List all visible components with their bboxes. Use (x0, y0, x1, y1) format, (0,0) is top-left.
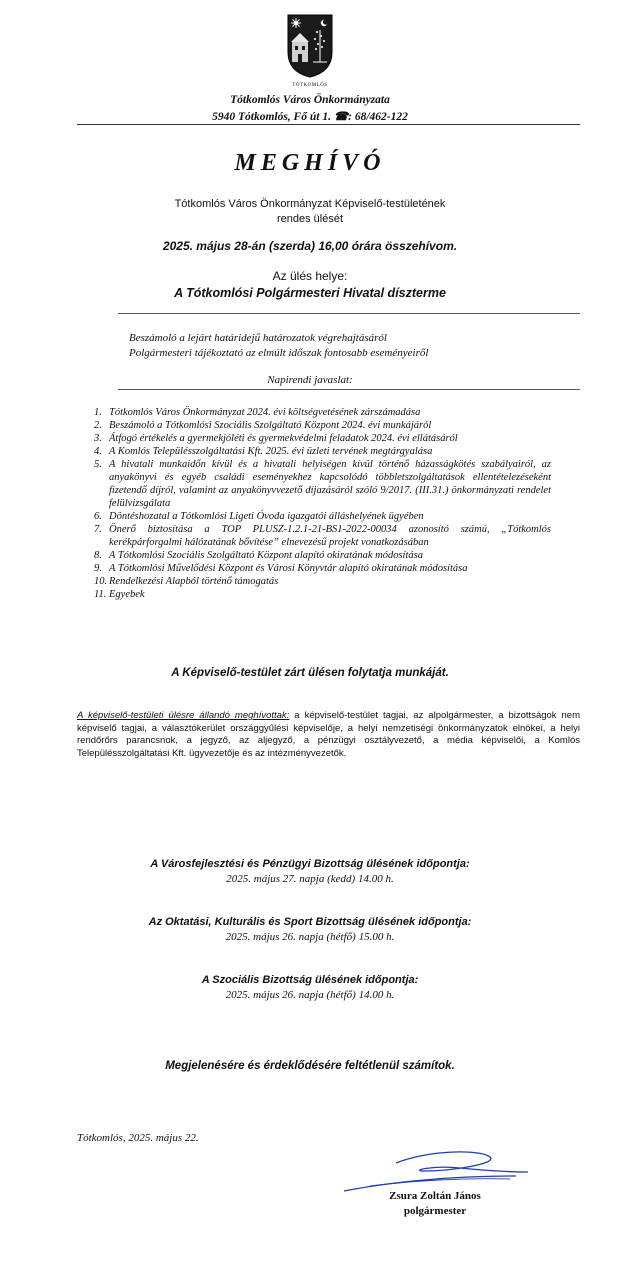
agenda-item-number: 11. (94, 589, 107, 600)
committee-meeting (0, 857, 620, 887)
agenda-list (94, 406, 551, 601)
agenda-item-text: Beszámoló a Tótkomlósi Szociális Szolgáltató Központ 2024. évi munkájáról (109, 420, 432, 431)
agenda-item-number: 2. (94, 420, 102, 431)
permanent-invitees (77, 710, 580, 760)
agenda-item-text: Tótkomlós Város Önkormányzat 2024. évi költségvetésének zárszámadása (109, 407, 421, 418)
agenda-item-text: A Komlós Településszolgáltatási Kft. 2025. évi üzleti tervének megtárgyalása (109, 446, 433, 457)
agenda-item (94, 406, 551, 419)
agenda-item (94, 575, 551, 588)
agenda-item-number: 1. (94, 407, 102, 418)
agenda-item-number: 9. (94, 563, 102, 574)
agenda-item (94, 458, 551, 510)
closing-sentence: Megjelenésére és érdeklődésére feltétlenül számítok. (165, 1060, 455, 1072)
agenda-item-text: Átfogó értékelés a gyermekjóléti és gyermekvédelmi feladatok 2024. évi ellátásáról (109, 433, 458, 444)
intro-line-1: Tótkomlós Város Önkormányzat Képviselő-testületének (174, 198, 446, 210)
agenda-item-number: 4. (94, 446, 102, 457)
place-and-date: Tótkomlós, 2025. május 22. (77, 1132, 199, 1144)
venue-divider (118, 313, 580, 314)
meeting-date: 2025. május 28-án (szerda) 16,00 órára összehívom. (162, 239, 458, 253)
organization-address (0, 109, 620, 123)
agenda-item-number: 6. (94, 511, 102, 522)
committee-heading: A Szociális Bizottság ülésének időpontja: (201, 974, 419, 986)
committee-meeting (0, 973, 620, 1003)
telephone-icon: ☎: (333, 111, 352, 123)
committee-date: 2025. május 26. napja (hétfő) 14.00 h. (225, 989, 395, 1001)
document-title: MEGHÍVÓ (234, 150, 386, 176)
committee-heading: Az Oktatási, Kulturális és Sport Bizottság ülésének időpontja: (148, 916, 472, 928)
phone-number: 68/462-122 (354, 111, 408, 123)
intro-line-2: rendes ülését (276, 213, 344, 225)
agenda-divider (118, 389, 580, 390)
committee-heading: A Városfejlesztési és Pénzügyi Bizottság ülésének időpontja: (150, 858, 470, 870)
closed-session-note: A Képviselő-testület zárt ülésen folytatja munkáját. (171, 667, 449, 679)
agenda-item (94, 510, 551, 523)
venue-label: Az ülés helye: (272, 269, 348, 283)
agenda-item-text: Önerő biztosítása a TOP PLUSZ-1.2.1-21-BS1-2022-00034 azonosító számú, „Tótkomlós kerékpárforgalmi hálózatának bővítése” elnevezésű projekt vonatkozásában (109, 524, 551, 548)
preliminary-items (129, 331, 428, 361)
committee-date: 2025. május 27. napja (kedd) 14.00 h. (226, 873, 394, 885)
preliminary-item: Beszámoló a lejárt határidejű határozatok végrehajtásáról (129, 332, 387, 344)
agenda-item (94, 562, 551, 575)
agenda-item (94, 419, 551, 432)
preliminary-item: Polgármesteri tájékoztató az elmúlt időszak fontosabb eseményeiről (129, 347, 429, 359)
signatory (370, 1189, 500, 1219)
permanent-invitees-text: a képviselő-testület tagjai, az alpolgármester, a bizottságok nem képviselő tagjai, a választókerület országgyűlési képviselője, a helyi nemzetiségi önkormányzatok elnökei, a helyi rendőrőrs parancsnok, a jegyző, az aljegyző, a pénzügyi osztályvezető, a média képviselői, a Komlós Településszolgáltatási Kft. ügyvezetője és az intézményvezetők. (77, 710, 581, 759)
organization-name: Tótkomlós Város Önkormányzata (230, 94, 390, 106)
agenda-item-text: A Tótkomlósi Művelődési Központ és Városi Könyvtár alapító okiratának módosítása (109, 563, 468, 574)
committee-meeting (0, 915, 620, 945)
signatory-name: Zsura Zoltán János (389, 1190, 481, 1202)
agenda-item (94, 432, 551, 445)
header-divider (77, 124, 580, 125)
permanent-invitees-label: A képviselő-testületi ülésre állandó meghívottak: (77, 710, 290, 721)
agenda-item (94, 445, 551, 458)
agenda-item-text: Döntéshozatal a Tótkomlósi Ligeti Óvoda igazgatói álláshelyének ügyében (109, 511, 424, 522)
agenda-item-number: 5. (94, 459, 102, 470)
intro-text (0, 197, 620, 227)
agenda-item-text: A Tótkomlósi Szociális Szolgáltató Központ alapító okiratának módosítása (109, 550, 423, 561)
address-text: 5940 Tótkomlós, Fő út 1. (212, 111, 331, 123)
agenda-item-number: 3. (94, 433, 102, 444)
agenda-label: Napirendi javaslat: (267, 374, 353, 386)
agenda-item (94, 523, 551, 549)
coat-of-arms-icon (287, 14, 333, 78)
crest-caption: TÓTKOMLÓS (292, 83, 328, 88)
agenda-item-number: 7. (94, 524, 102, 535)
signatory-title: polgármester (403, 1205, 467, 1217)
agenda-item-number: 8. (94, 550, 102, 561)
agenda-item (94, 549, 551, 562)
agenda-item (94, 588, 551, 601)
agenda-item-number: 10. (94, 576, 108, 587)
agenda-item-text: A hivatali munkaidőn kívül és a hivatali helyiségen kívül történő házasságkötés szabályairól, az anyakönyvi és egyéb családi eseményekhez kapcsolódó többletszolgáltatások ellentételezéseként fizetendő díjról, valamint az anyakönyvvezető díjazásáról szóló 9/2017. (III.31.) önkormányzati rendelet felülvizsgálata (109, 459, 551, 509)
agenda-item-text: Rendelkezési Alapból történő támogatás (109, 576, 279, 587)
committee-date: 2025. május 26. napja (hétfő) 15.00 h. (225, 931, 395, 943)
agenda-item-text: Egyebek (109, 589, 145, 600)
venue-name: A Tótkomlósi Polgármesteri Hivatal díszterme (174, 286, 446, 300)
